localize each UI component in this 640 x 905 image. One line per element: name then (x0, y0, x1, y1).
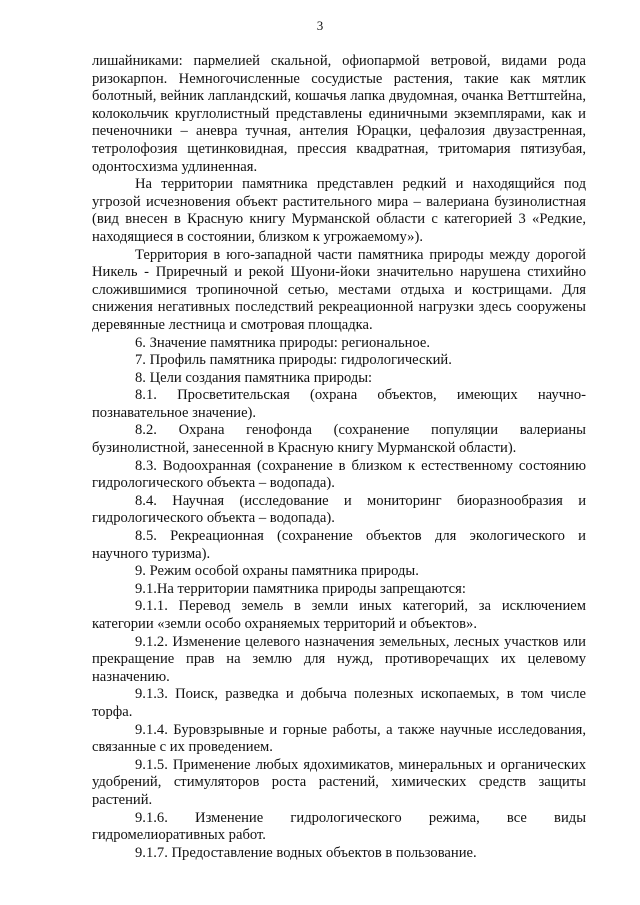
item-8-1: 8.1. Просветительская (охрана объектов, имеющих научно-познавательное значение). (92, 387, 586, 421)
item-9-1-4: 9.1.4. Буровзрывные и горные работы, а также научные исследования, связанные с их проведением. (92, 721, 586, 756)
item-8-4: 8.4. Научная (исследование и мониторинг биоразнообразия и гидрологического объекта – водопада). (92, 492, 586, 527)
section-6: 6. Значение памятника природы: региональное. (135, 334, 431, 351)
item-9-1-2: 9.1.2. Изменение целевого назначения земельных, лесных участков или прекращение прав на землю для нужд, противоречащих их целевому назначению. (92, 633, 586, 685)
paragraph-territory: Территория в юго-западной части памятника природы между дорогой Никель - Приречный и рекой Шуони-йоки значительно нарушена стихийно сложившимися тропиночной сетью, местами отдыха и кострищами. Для снижения негативных последствий рекреационной нагрузки здесь сооружены деревянные лестница и смотровая площадка. (92, 246, 586, 333)
item-8-5: 8.5. Рекреационная (сохранение объектов для экологического и научного туризма). (92, 528, 586, 562)
section-7: 7. Профиль памятника природы: гидрологический. (135, 352, 452, 369)
section-9: 9. Режим особой охраны памятника природы. (135, 563, 419, 580)
page-number: 3 (316, 18, 324, 33)
item-9-1: 9.1.На территории памятника природы запрещаются: (135, 580, 466, 597)
item-9-1-1: 9.1.1. Перевод земель в земли иных категорий, за исключением категории «земли особо охраняемых территорий и объектов». (92, 598, 586, 632)
item-8-2: 8.2. Охрана генофонда (сохранение популяции валерианы бузинолистной, занесенной в Красную книгу Мурманской области). (92, 422, 586, 457)
paragraph-lichens: лишайниками: пармелией скальной, офиопармой ветровой, видами рода ризокарпон. Немногочисленные сосудистые растения, такие как мятлик болотный, вейник лапландский, кошачья лапка двудомная, очанка Веттштейна, колокольчик круглолистный представлены единичными экземплярами, как и печеночники – аневра тучная, антелия Юрацки, цефалозия двузастренная, тетролофозия щетинковидная, прессия квадратная, тритомария пятизубая, одонтосхизма удлиненная. (92, 53, 586, 175)
document-body (92, 53, 586, 862)
section-8: 8. Цели создания памятника природы: (135, 369, 373, 386)
item-9-1-7: 9.1.7. Предоставление водных объектов в пользование. (135, 844, 477, 861)
paragraph-valerian: На территории памятника представлен редкий и находящийся под угрозой исчезновения объект растительного мира – валериана бузинолистная (вид внесен в Красную книгу Мурманской области с категорией 3 «Редкие, находящиеся в состоянии, близком к угрожаемому»). (92, 176, 586, 245)
item-9-1-6: 9.1.6. Изменение гидрологического режима, все виды гидромелиоративных работ. (92, 809, 586, 844)
item-9-1-3: 9.1.3. Поиск, разведка и добыча полезных ископаемых, в том числе торфа. (92, 686, 586, 720)
item-8-3: 8.3. Водоохранная (сохранение в близком к естественному состоянию гидрологического объекта – водопада). (92, 457, 586, 492)
item-9-1-5: 9.1.5. Применение любых ядохимикатов, минеральных и органических удобрений, стимуляторов роста растений, химических средств защиты растений. (92, 756, 586, 808)
